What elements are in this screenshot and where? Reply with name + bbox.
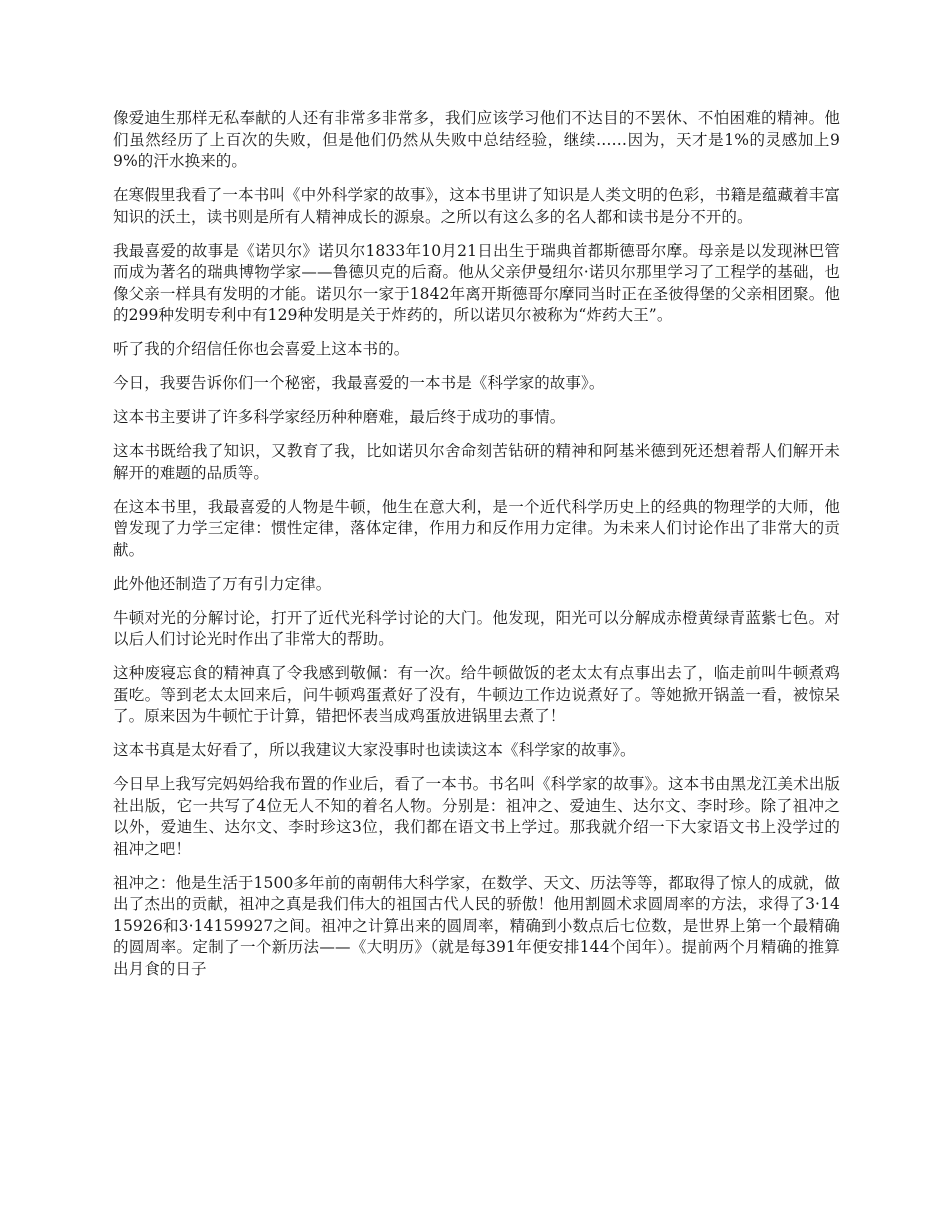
paragraph: 牛顿对光的分解讨论，打开了近代光科学讨论的大门。他发现，阳光可以分解成赤橙黄绿青蓝紫七色。对以后人们讨论光时作出了非常大的帮助。: [113, 608, 840, 648]
paragraph: 今日早上我写完妈妈给我布置的作业后，看了一本书。书名叫《科学家的故事》。这本书由黑龙江美术出版社出版，它一共写了4位无人不知的着名人物。分别是：祖冲之、爱迪生、达尔文、李时珍。除了祖冲之以外，爱迪生、达尔文、李时珍这3位，我们都在语文书上学过。那我就介绍一下大家语文书上没学过的祖冲之吧！: [113, 775, 840, 858]
paragraph: 在这本书里，我最喜爱的人物是牛顿，他生在意大利，是一个近代科学历史上的经典的物理学的大师，他曾发现了力学三定律：惯性定律，落体定律，作用力和反作用力定律。为未来人们讨论作出了非常大的贡献。: [113, 497, 840, 559]
paragraph: 此外他还制造了万有引力定律。: [113, 574, 332, 593]
paragraph: 在寒假里我看了一本书叫《中外科学家的故事》，这本书里讲了知识是人类文明的色彩，书籍是蕴藏着丰富知识的沃土，读书则是所有人精神成长的源泉。之所以有这么多的名人都和读书是分不开的。: [113, 186, 840, 226]
paragraph: 这本书主要讲了许多科学家经历种种磨难，最后终于成功的事情。: [113, 408, 566, 426]
paragraph: 这本书既给我了知识，又教育了我，比如诺贝尔舍命刻苦钻研的精神和阿基米德到死还想着帮人们解开未解开的难题的品质等。: [113, 442, 840, 482]
paragraph: 今日，我要告诉你们一个秘密，我最喜爱的一本书是《科学家的故事》。: [113, 374, 605, 392]
paragraph: 我最喜爱的故事是《诺贝尔》诺贝尔1833年10月21日出生于瑞典首都斯德哥尔摩。母亲是以发现淋巴管而成为著名的瑞典博物学家——鲁德贝克的后裔。他从父亲伊曼纽尔·诺贝尔那里学习了工程学的基础，也像父亲一样具有发明的才能。诺贝尔一家于1842年离开斯德哥尔摩同当时正在圣彼得堡的父亲相团聚。他的299种发明专利中有129种发明是关于炸药的，所以诺贝尔被称为“炸药大王”。: [113, 241, 840, 324]
paragraph: 像爱迪生那样无私奉献的人还有非常多非常多，我们应该学习他们不达目的不罢休、不怕困难的精神。他们虽然经历了上百次的失败，但是他们仍然从失败中总结经验，继续……因为，天才是1%的灵感加上99%的汗水换来的。: [113, 109, 840, 170]
document-body: [113, 108, 840, 993]
paragraph: 这种废寝忘食的精神真了令我感到敬佩：有一次。给牛顿做饭的老太太有点事出去了，临走前叫牛顿煮鸡蛋吃。等到老太太回来后，问牛顿鸡蛋煮好了没有，牛顿边工作边说煮好了。等她掀开锅盖一看，被惊呆了。原来因为牛顿忙于计算，错把怀表当成鸡蛋放进锅里去煮了！: [113, 664, 840, 725]
paragraph: 听了我的介绍信任你也会喜爱上这本书的。: [113, 340, 410, 358]
paragraph: 祖冲之：他是生活于1500多年前的南朝伟大科学家，在数学、天文、历法等等，都取得了惊人的成就，做出了杰出的贡献，祖冲之真是我们伟大的祖国古代人民的骄傲！他用割圆术求圆周率的方法，求得了3·1415926和3·14159927之间。祖冲之计算出来的圆周率，精确到小数点后七位数，是世界上第一个最精确的圆周率。定制了一个新历法——《大明历》（就是每391年便安排144个闰年）。提前两个月精确的推算出月食的日子: [113, 873, 840, 978]
paragraph: 这本书真是太好看了，所以我建议大家没事时也读读这本《科学家的故事》。: [113, 741, 636, 759]
